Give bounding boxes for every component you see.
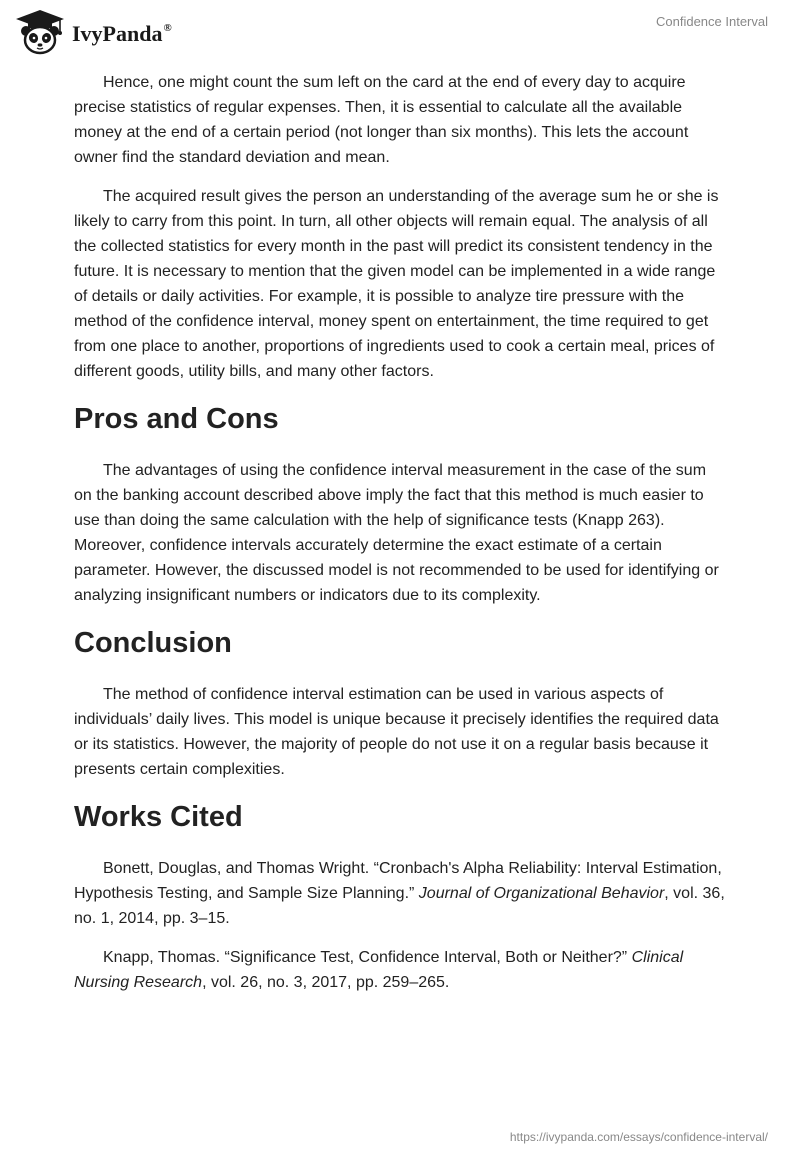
section-heading-pros-cons: Pros and Cons [74,403,279,435]
citation-journal: Journal of Organizational Behavior [418,885,665,902]
section-heading-conclusion: Conclusion [74,627,232,659]
brand-logo[interactable] [14,8,172,56]
panda-graduate-icon [14,8,66,56]
citation-lead: Bonett, Douglas, and Thomas Wright. “Cronbach's Alpha Reliability: Interval Estimation, Hypothesis Testing, and Sample Size Planning.” [74,860,722,902]
document-title: Confidence Interval [655,14,768,29]
essay-body [74,70,726,1009]
brand-name [72,21,172,47]
section-heading-works-cited: Works Cited [74,801,243,833]
paragraph: The method of confidence interval estimation can be used in various aspects of individuals’ daily lives. This model is unique because it precisely identifies the required data or its statistics. However, the majority of people do not use it on a regular basis because it presents certain complexities. [74,686,719,778]
paragraph: The advantages of using the confidence interval measurement in the case of the sum on the banking account described above imply the fact that this method is much easier to use than doing the same calculation with the help of significance tests (Knapp 263). Moreover, confidence intervals accurately determine the exact estimate of a certain parameter. However, the discussed model is not recommended to be used for identifying or analyzing insignificant numbers or indicators due to its complexity. [74,462,719,604]
citation-tail: , vol. 26, no. 3, 2017, pp. 259–265. [202,974,450,991]
citation-entry [74,945,726,995]
citation-tail: , vol. 36, no. 1, 2014, pp. 3–15. [74,885,725,927]
citation-journal: Clinical Nursing Research [74,949,684,991]
source-url[interactable]: https://ivypanda.com/essays/confidence-interval/ [509,1130,768,1144]
brand-text: IvyPanda [72,21,163,46]
paragraph: Hence, one might count the sum left on the card at the end of every day to acquire precise statistics of regular expenses. Then, it is essential to calculate all the available money at the end of a certain period (not longer than six months). This lets the account owner find the standard deviation and mean. [74,74,689,166]
citation-entry [74,856,726,931]
registered-mark: ® [163,21,172,34]
page-header [0,0,800,64]
citation-lead: Knapp, Thomas. “Significance Test, Confidence Interval, Both or Neither?” [103,949,632,966]
paragraph: The acquired result gives the person an understanding of the average sum he or she is likely to carry from this point. In turn, all other objects will remain equal. The analysis of all the collected statistics for every month in the past will predict its consistent tendency in the future. It is necessary to mention that the given model can be implemented in a wide range of details or daily activities. For example, it is possible to analyze tire pressure with the method of the confidence interval, money spent on entertainment, the time required to get from one place to another, proportions of ingredients used to cook a certain meal, prices of different goods, utility bills, and many other factors. [74,188,719,380]
